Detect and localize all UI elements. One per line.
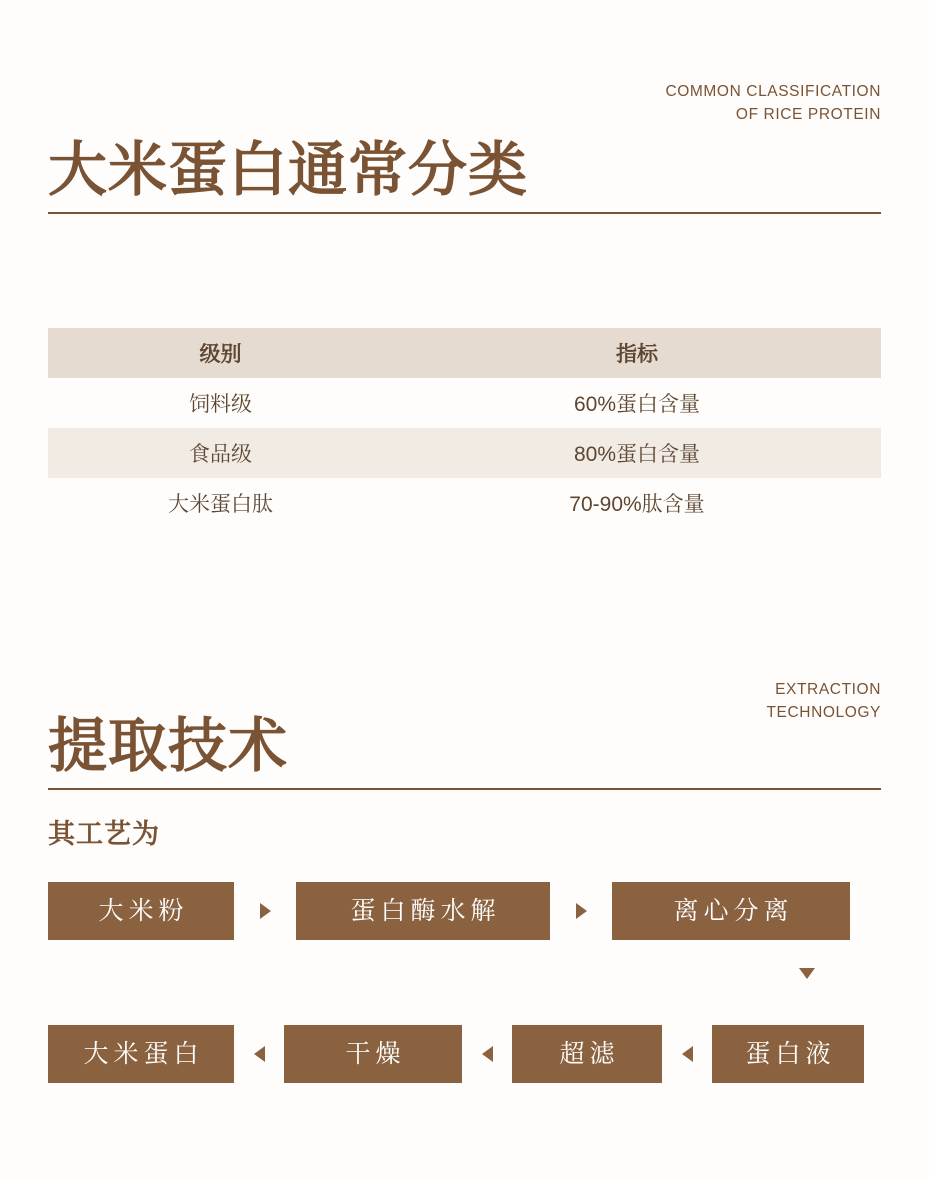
divider [48,212,881,214]
flow-arrow-down [48,968,881,979]
section-classification [48,74,881,214]
flow-step-rice-protein: 大米蛋白 [48,1025,234,1083]
section-classification-header [48,74,881,204]
table-row [48,378,881,428]
flow-arrow-2 [550,903,612,919]
flow-arrow-1 [234,903,296,919]
subtitle-line-2: OF RICE PROTEIN [735,106,881,124]
section-extraction [48,650,881,790]
table-cell-grade: 饲料级 [189,393,252,416]
flow-step-centrifugation: 离心分离 [612,882,850,940]
table-row [48,478,881,528]
subtitle-line-1: COMMON CLASSIFICATION [665,83,881,100]
flow-step-protein-liquid: 蛋白液 [712,1025,864,1083]
flow-arrow-3 [234,1046,284,1062]
table-row [48,428,881,478]
arrow-down-icon [799,968,815,979]
subtitle-line-2: TECHNOLOGY [766,704,881,722]
flow-step-drying: 干燥 [284,1025,462,1083]
arrow-left-icon [682,1046,693,1062]
process-flow-row-1 [48,882,881,940]
classification-table [48,328,881,528]
divider [48,788,881,790]
table-header-index: 指标 [616,343,658,366]
table-cell-grade: 食品级 [189,443,252,466]
flow-arrow-5 [662,1046,712,1062]
arrow-left-icon [482,1046,493,1062]
table-header-grade: 级别 [199,343,242,366]
flow-arrow-4 [462,1046,512,1062]
arrow-right-icon [576,903,587,919]
section-extraction-header [48,650,881,780]
section-extraction-title: 提取技术 [48,713,289,779]
arrow-right-icon [260,903,271,919]
page-title: 大米蛋白通常分类 [48,137,529,203]
table-header-row [48,328,881,378]
process-lead-text: 其工艺为 [48,819,160,849]
table-cell-index: 80%蛋白含量 [573,443,701,466]
table-cell-index: 60%蛋白含量 [573,393,701,416]
section-classification-subtitle [665,80,881,127]
table-cell-index: 70-90%肽含量 [569,493,705,516]
flow-step-rice-flour: 大米粉 [48,882,234,940]
section-extraction-subtitle [766,678,881,725]
process-flow-row-2 [48,1025,881,1083]
arrow-left-icon [254,1046,265,1062]
flow-step-enzymolysis: 蛋白酶水解 [296,882,550,940]
table-cell-grade: 大米蛋白肽 [168,493,273,516]
subtitle-line-1: EXTRACTION [775,681,881,698]
flow-step-ultrafiltration: 超滤 [512,1025,662,1083]
